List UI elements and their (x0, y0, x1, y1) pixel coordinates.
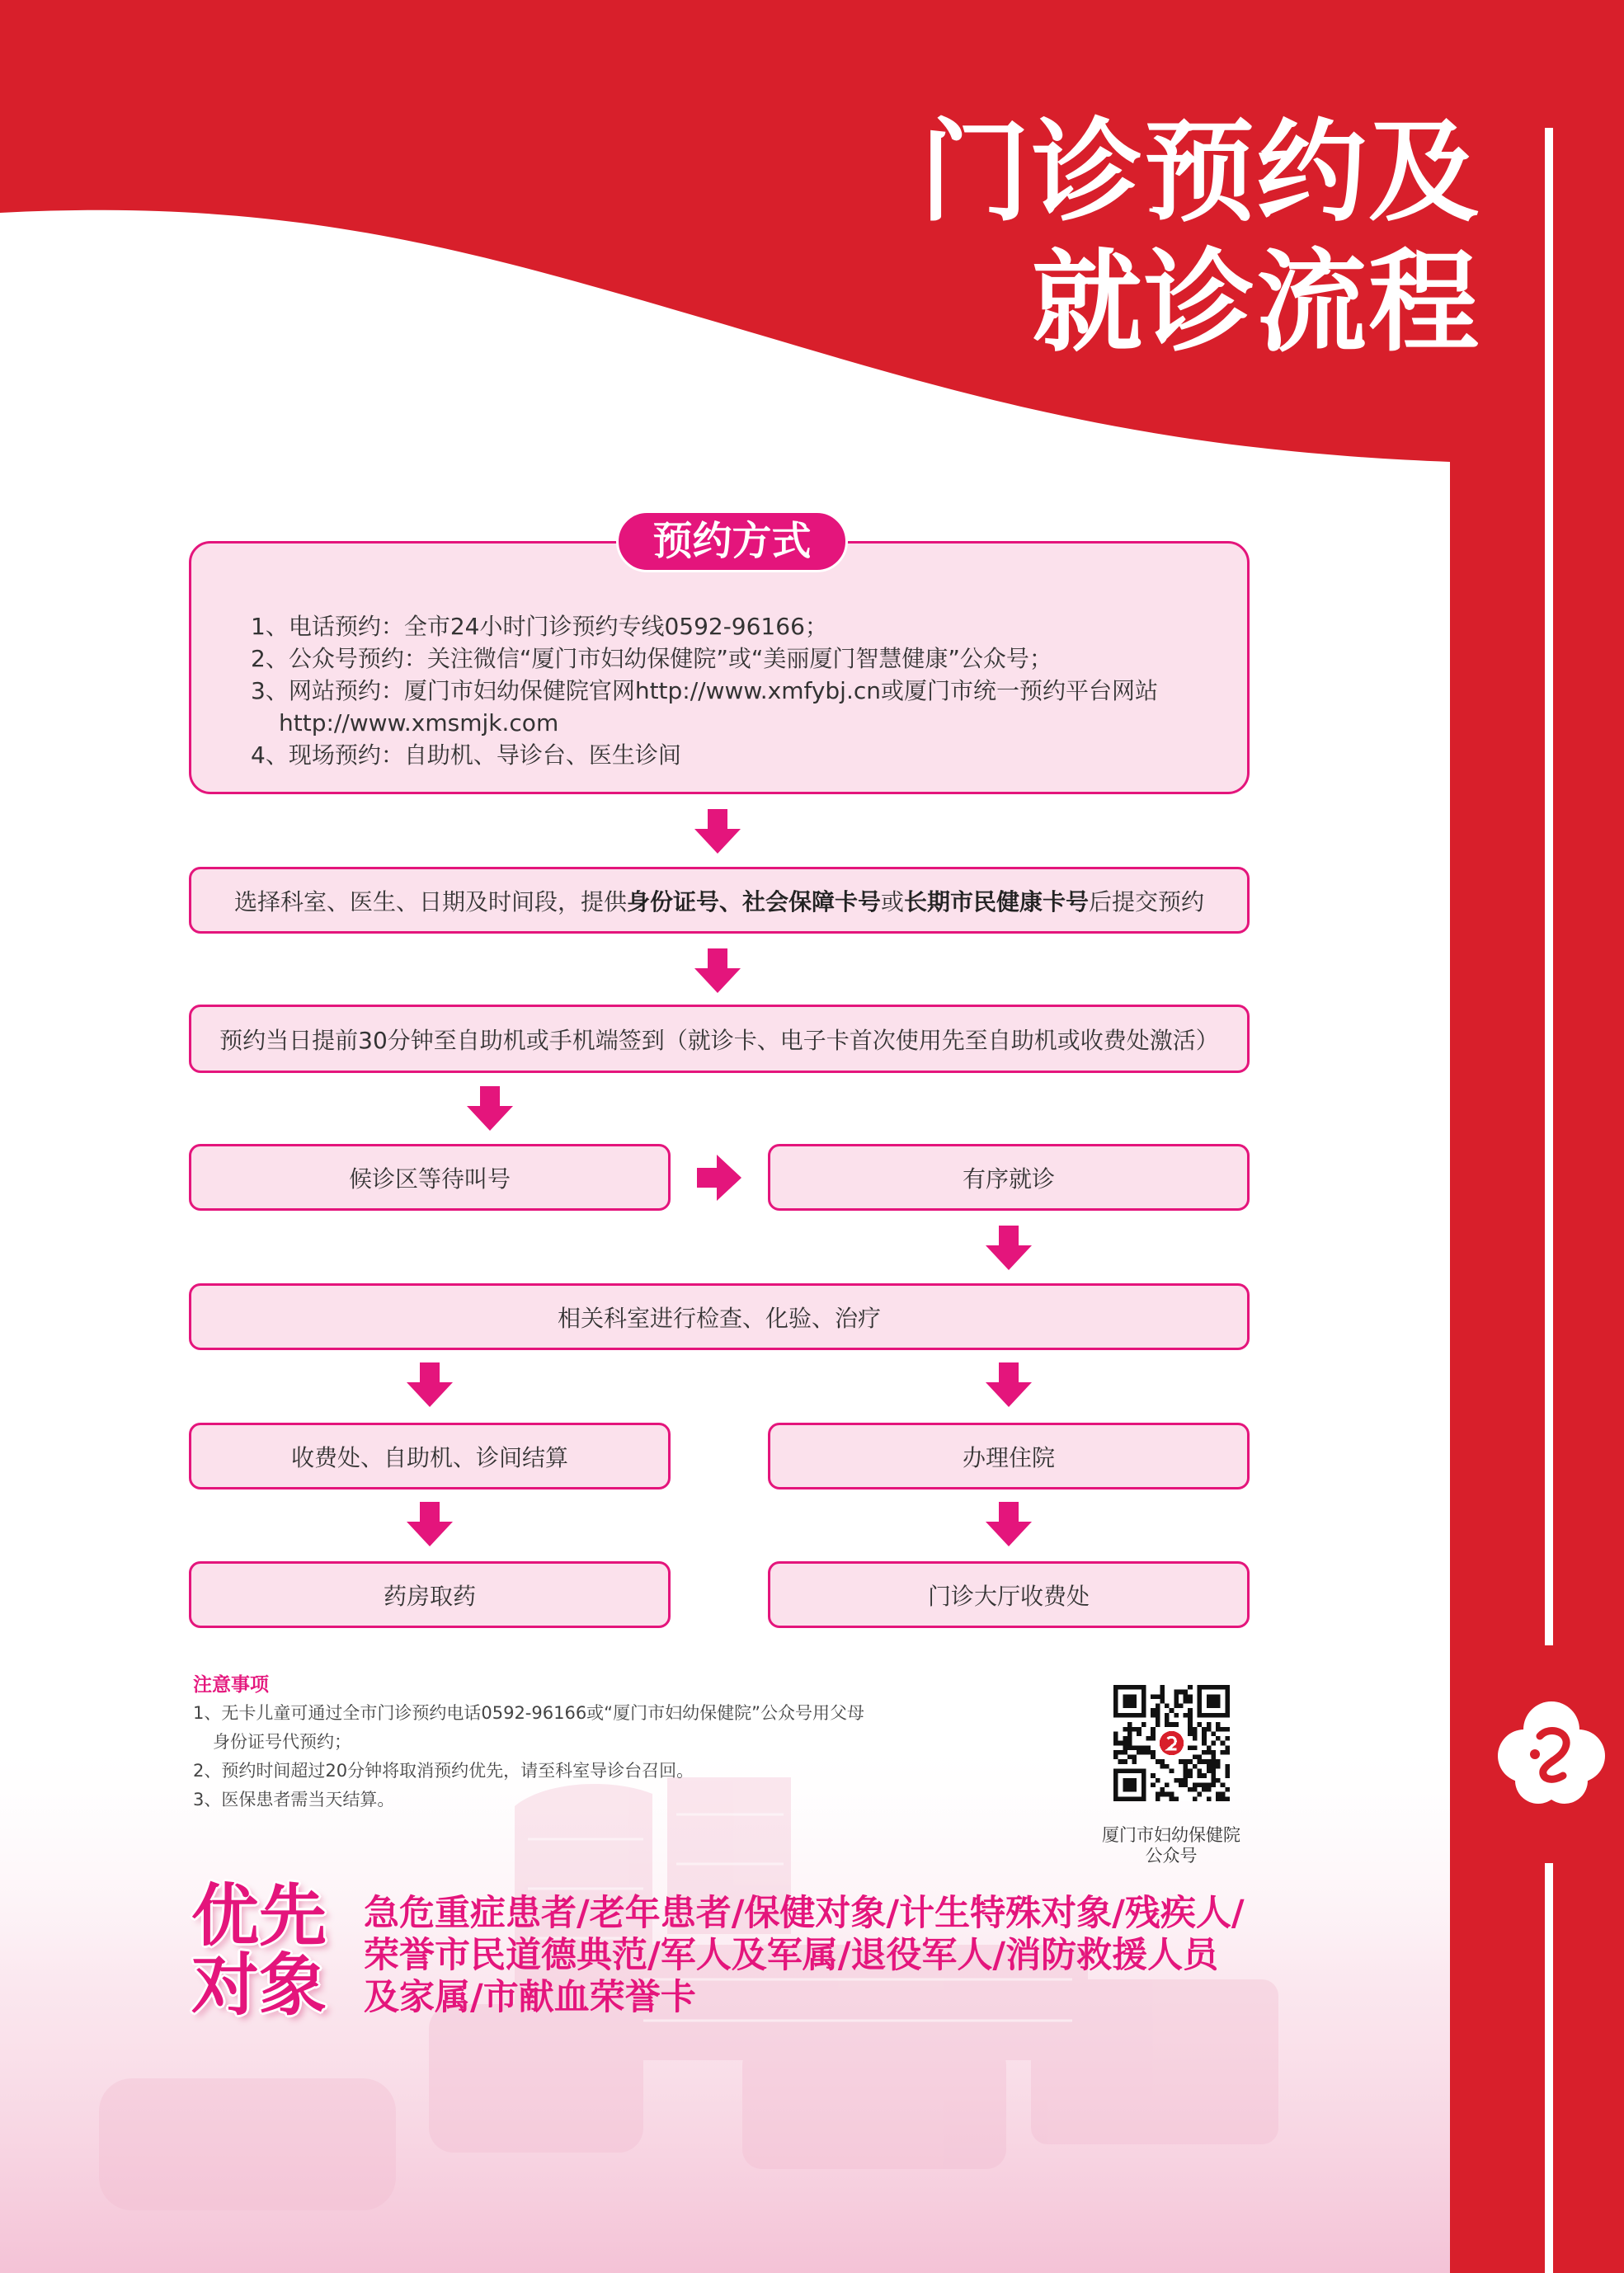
booking-method-wechat: 2、公众号预约：关注微信“厦门市妇幼保健院”或“美丽厦门智慧健康”公众号； (251, 645, 1052, 672)
step-pharmacy: 药房取药 (189, 1561, 671, 1628)
qr-caption (1072, 1825, 1270, 1866)
decorative-line-top (1545, 128, 1553, 1645)
step-select-id-cards: 身份证号、社会保障卡号 (626, 887, 881, 915)
step-cashier: 门诊大厅收费处 (768, 1561, 1250, 1628)
booking-method-onsite: 4、现场预约：自助机、导诊台、医生诊间 (251, 741, 681, 769)
arrow-down-icon (986, 1362, 1032, 1407)
title-line-2: 就诊流程 (1031, 238, 1480, 367)
priority-groups-line: 急危重症患者/老年患者/保健对象/计生特殊对象/残疾人/ (364, 1893, 1245, 1934)
step-admission: 办理住院 (768, 1423, 1250, 1489)
step-waiting-area: 候诊区等待叫号 (189, 1144, 671, 1211)
qr-caption-line-2: 公众号 (1145, 1846, 1198, 1866)
qr-code (1113, 1685, 1230, 1801)
hospital-logo (1496, 1701, 1607, 1808)
step-select-text-1: 选择科室、医生、日期及时间段，提供 (233, 887, 627, 915)
step-select-and-submit (189, 867, 1250, 934)
step-payment: 收费处、自助机、诊间结算 (189, 1423, 671, 1489)
arrow-down-icon (467, 1086, 513, 1131)
step-check-in: 预约当日提前30分钟至自助机或手机端签到（就诊卡、电子卡首次使用先至自助机或收费处激活） (189, 1005, 1250, 1073)
priority-label-line-2: 对象 (191, 1946, 327, 2025)
qr-caption-line-1: 厦门市妇幼保健院 (1102, 1825, 1240, 1845)
arrow-down-icon (986, 1226, 1032, 1270)
booking-method-phone: 1、电话预约：全市24小时门诊预约专线0592-96166； (251, 613, 828, 640)
step-examination: 相关科室进行检查、化验、治疗 (189, 1283, 1250, 1350)
notes-heading: 注意事项 (193, 1674, 269, 1696)
booking-methods-heading: 预约方式 (616, 511, 848, 572)
title-line-1: 门诊预约及 (919, 108, 1480, 237)
notes-section (193, 1671, 864, 1814)
step-select-health-card: 长期市民健康卡号 (904, 887, 1090, 915)
step-select-text-2: 或 (880, 887, 904, 915)
note-line: 3、医保患者需当天结算。 (193, 1790, 395, 1809)
note-line: 1、无卡儿童可通过全市门诊预约电话0592-96166或“厦门市妇幼保健院”公众号用父母 (193, 1703, 864, 1723)
booking-method-website: 3、网站预约：厦门市妇幼保健院官网http://www.xmfybj.cn或厦门市统一预约平台网站 (251, 677, 1159, 704)
priority-groups-line: 荣誉市民道德典范/军人及军属/退役军人/消防救援人员 (364, 1935, 1219, 1976)
arrow-down-icon (694, 948, 741, 993)
arrow-right-icon (697, 1155, 741, 1201)
note-line: 身份证号代预约； (213, 1732, 351, 1752)
priority-label (191, 1877, 327, 2025)
note-line: 2、预约时间超过20分钟将取消预约优先，请至科室导诊台召回。 (193, 1761, 694, 1781)
booking-method-website-url: http://www.xmsmjk.com (279, 709, 559, 736)
step-select-text-3: 后提交预约 (1089, 887, 1205, 915)
step-consultation: 有序就诊 (768, 1144, 1250, 1211)
priority-groups (364, 1893, 1245, 2019)
arrow-down-icon (986, 1502, 1032, 1546)
priority-groups-line: 及家属/市献血荣誉卡 (364, 1977, 696, 2018)
arrow-down-icon (694, 809, 741, 854)
page-title (920, 107, 1480, 368)
arrow-down-icon (407, 1362, 453, 1407)
arrow-down-icon (407, 1502, 453, 1546)
booking-methods-box (189, 541, 1250, 794)
priority-label-line-1: 优先 (191, 1877, 327, 1955)
decorative-line-bottom (1545, 1863, 1553, 2273)
